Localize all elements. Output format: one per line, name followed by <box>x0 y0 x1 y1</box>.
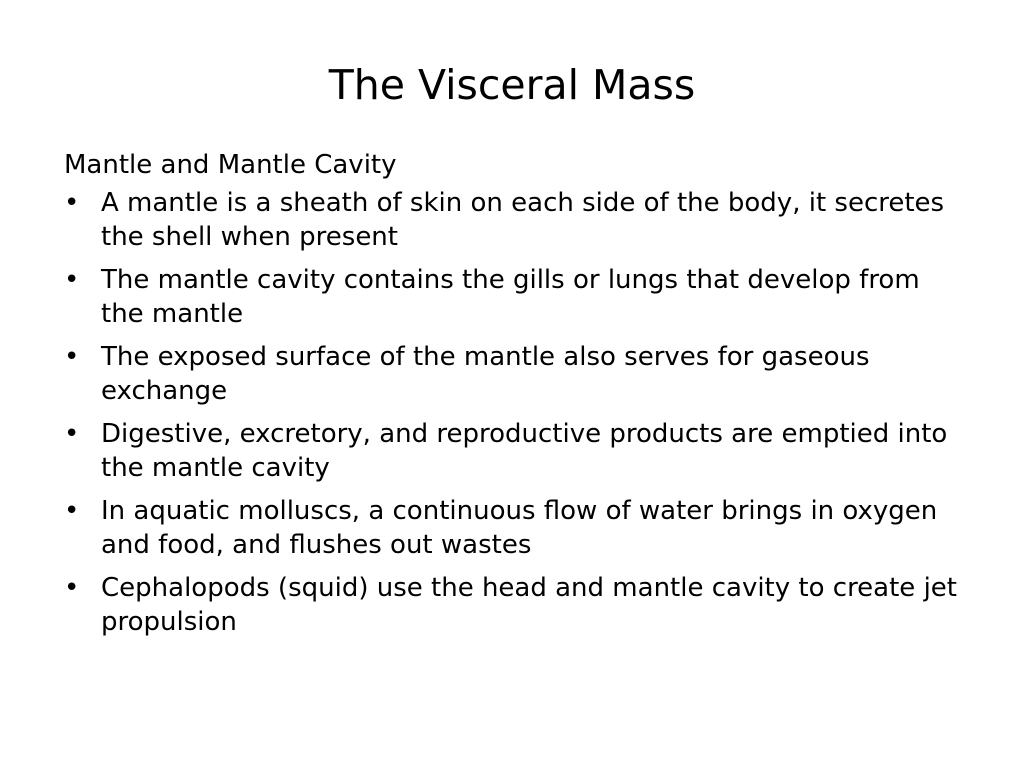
bullet-text: In aquatic molluscs, a continuous flow of water brings in oxygen and food, and flushes out wastes <box>101 496 938 560</box>
bullet-text: Cephalopods (squid) use the head and mantle cavity to create jet propulsion <box>101 573 957 637</box>
bullet-item <box>64 571 964 639</box>
bullet-item <box>64 340 964 408</box>
slide-body <box>64 148 964 648</box>
bullet-text: A mantle is a sheath of skin on each side of the body, it secretes the shell when present <box>101 188 945 252</box>
bullet-icon: • <box>64 573 80 603</box>
bullet-icon: • <box>64 419 80 449</box>
bullet-item <box>64 263 964 331</box>
bullet-text: Digestive, excretory, and reproductive products are emptied into the mantle cavity <box>101 419 948 483</box>
section-subheading: Mantle and Mantle Cavity <box>64 150 397 180</box>
bullet-item <box>64 417 964 485</box>
bullet-list <box>64 186 964 639</box>
slide-title: The Visceral Mass <box>328 61 696 109</box>
bullet-icon: • <box>64 265 80 295</box>
bullet-icon: • <box>64 342 80 372</box>
bullet-item <box>64 494 964 562</box>
bullet-text: The exposed surface of the mantle also serves for gaseous exchange <box>101 342 870 406</box>
bullet-icon: • <box>64 188 80 218</box>
bullet-icon: • <box>64 496 80 526</box>
bullet-text: The mantle cavity contains the gills or lungs that develop from the mantle <box>101 265 920 329</box>
bullet-item <box>64 186 964 254</box>
